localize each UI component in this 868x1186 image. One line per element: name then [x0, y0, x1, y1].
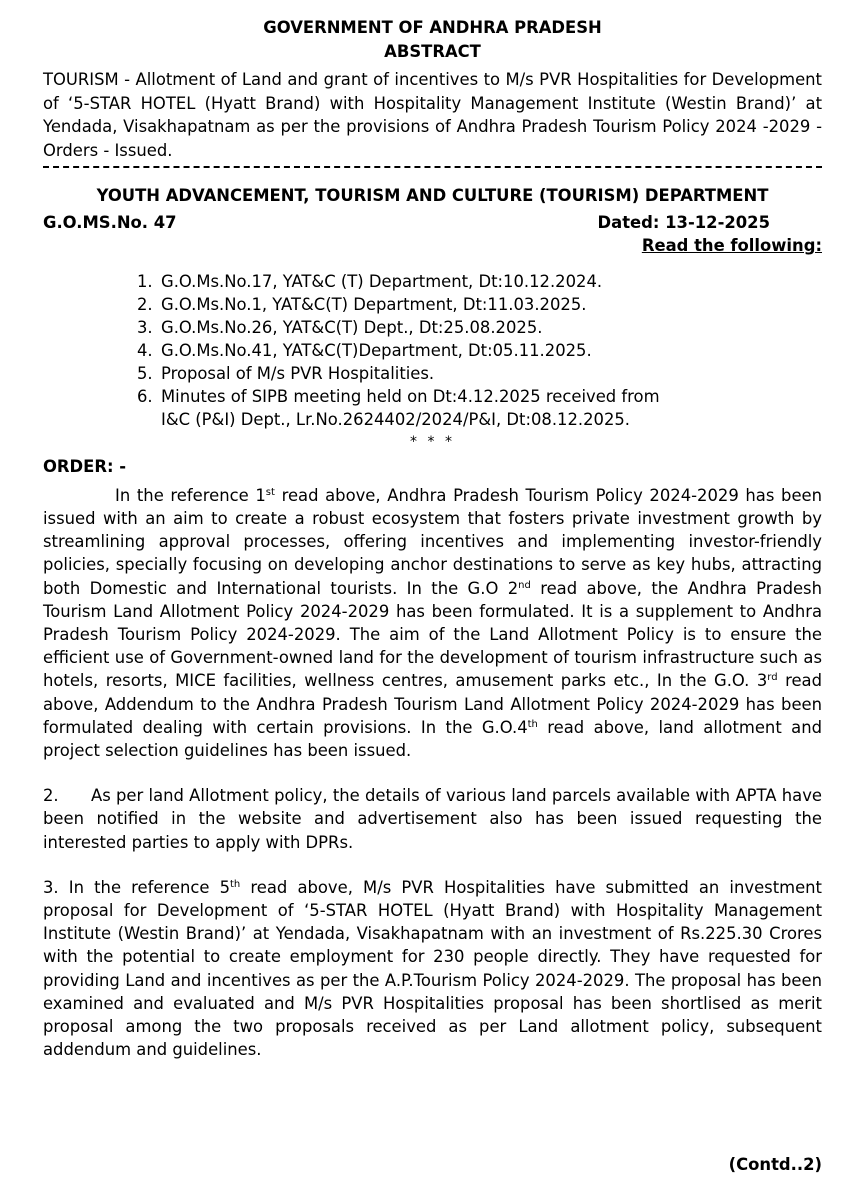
go-date: Dated: 13-12-2025	[597, 213, 770, 233]
paragraph-1: In the reference 1st read above, Andhra Pradesh Tourism Policy 2024-2029 has been issued with an aim to create a robust ecosystem that fosters private investment growth by streamlining approval processes, offering incentives and implementing investor-friendly policies, specially focusing on developing anchor destinations to serve as key hubs, attracting both Domestic and International tourists. In the G.O 2nd read above, the Andhra Pradesh Tourism Land Allotment Policy 2024-2029 has been formulated. It is a supplement to Andhra Pradesh Tourism Policy 2024-2029. The aim of the Land Allotment Policy is to ensure the efficient use of Government-owned land for the development of tourism infrastructure such as hotels, resorts, MICE facilities, wellness centres, amusement parks etc., In the G.O. 3rd read above, Addendum to the Andhra Pradesh Tourism Land Allotment Policy 2024-2029 has been formulated dealing with certain provisions. In the G.O.4th read above, land allotment and project selection guidelines has been issued.	[43, 485, 822, 761]
reference-item: 6. Minutes of SIPB meeting held on Dt:4.12.2025 received from I&C (P&I) Dept., Lr.No.2624402/2024/P&I, Dt:08.12.2025.	[137, 386, 660, 429]
department-title: YOUTH ADVANCEMENT, TOURISM AND CULTURE (TOURISM) DEPARTMENT	[96, 186, 769, 205]
continued-marker: (Contd..2)	[728, 1155, 822, 1174]
reference-item: 3. G.O.Ms.No.26, YAT&C(T) Dept., Dt:25.08.2025.	[137, 317, 543, 337]
paragraph-2: 2. As per land Allotment policy, the details of various land parcels available with APTA have been notified in the website and advertisement also has been issued requesting the interested parties to apply with DPRs.	[43, 786, 822, 852]
document-page	[43, 16, 822, 1061]
go-number-row	[43, 211, 822, 234]
subject-text: TOURISM - Allotment of Land and grant of incentives to M/s PVR Hospitalities for Development of ‘5-STAR HOTEL (Hyatt Brand) with Hospitality Management Institute (Westin Brand)’ at Yendada, Visakhapatnam as per the provisions of Andhra Pradesh Tourism Policy 2024 -2029 - Orders - Issued.	[43, 70, 822, 160]
reference-item: 4. G.O.Ms.No.41, YAT&C(T)Department, Dt:05.11.2025.	[137, 340, 592, 360]
dashed-divider	[43, 166, 822, 172]
paragraph-3: 3. In the reference 5th read above, M/s PVR Hospitalities have submitted an investment proposal for Development of ‘5-STAR HOTEL (Hyatt Brand) with Hospitality Management Institute (Westin Brand)’ at Yendada, Visakhapatnam with an investment of Rs.225.30 Crores with the potential to create employment for 230 people directly. They have requested for providing Land and incentives as per the A.P.Tourism Policy 2024-2029. The proposal has been examined and evaluated and M/s PVR Hospitalities proposal has been shortlised as merit proposal among the two proposals received as per Land allotment policy, subsequent addendum and guidelines.	[43, 877, 822, 1060]
order-heading: ORDER: -	[43, 456, 127, 476]
reference-item: 5. Proposal of M/s PVR Hospitalities.	[137, 363, 435, 383]
reference-item: 2. G.O.Ms.No.1, YAT&C(T) Department, Dt:11.03.2025.	[137, 294, 587, 314]
abstract-label: ABSTRACT	[384, 42, 481, 61]
government-title: GOVERNMENT OF ANDHRA PRADESH	[263, 18, 602, 37]
read-the-following-heading: Read the following:	[641, 236, 822, 256]
separator-stars: * * *	[410, 433, 455, 450]
references-list	[43, 270, 822, 431]
reference-item: 1. G.O.Ms.No.17, YAT&C (T) Department, Dt:10.12.2024.	[137, 271, 603, 291]
go-number: G.O.MS.No. 47	[43, 213, 177, 233]
